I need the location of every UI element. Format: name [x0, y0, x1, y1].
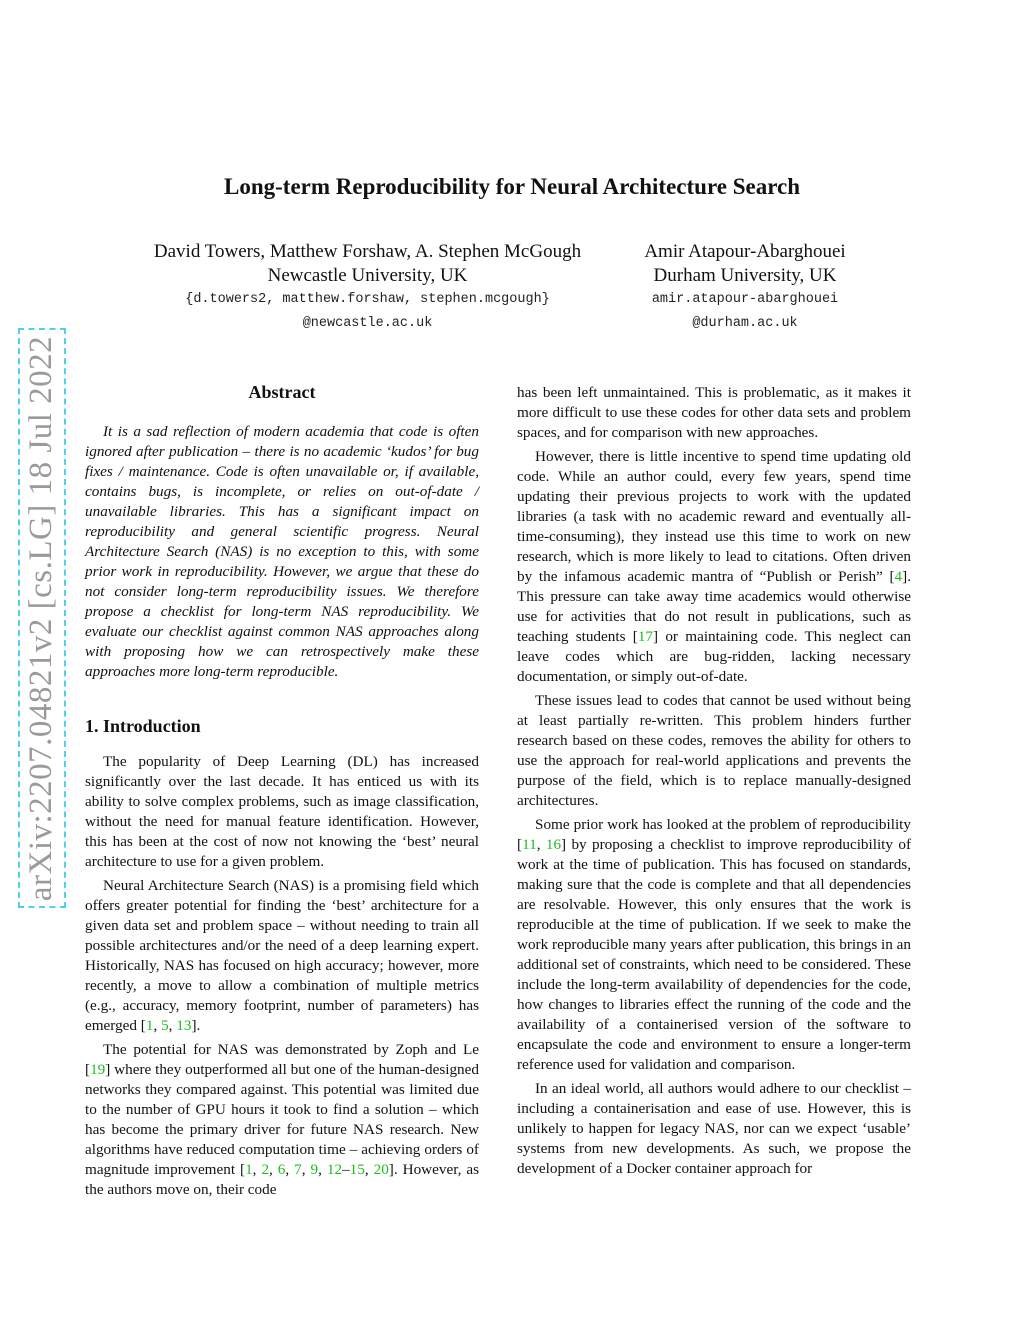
author-names: Amir Atapour-Abarghouei	[644, 241, 846, 262]
body-paragraph	[517, 383, 911, 443]
text-run: ]. However, as the authors move on, their code	[85, 1161, 480, 1198]
author-email-domain: @newcastle.ac.uk	[302, 316, 433, 331]
author-email[interactable]: {d.towers2, matthew.forshaw, stephen.mcgough}	[185, 292, 550, 307]
body-paragraph	[517, 815, 911, 1075]
citation-link[interactable]: 11	[522, 836, 537, 853]
text-run: ,	[269, 1161, 278, 1178]
citation-link[interactable]: 20	[373, 1161, 389, 1178]
text-run: has been left unmaintained. This is problematic, as it makes it more difficult to use these codes for other data sets and problem spaces, and for comparison with new approaches.	[517, 384, 911, 441]
citation-link[interactable]: 4	[894, 568, 903, 585]
left-body	[85, 752, 479, 1200]
text-run: However, there is little incentive to spend time updating old code. While an author could, every few years, spend time updating their previous projects to work with the updated libraries (a task with no academic reward and eventually all-time-consuming), they instead use this time to work on new research, which is more likely to lead to citations. Often driven by the infamous academic mantra of “Publish or Perish” [	[517, 448, 911, 585]
text-run: ,	[285, 1161, 295, 1178]
text-run: ].	[191, 1017, 201, 1034]
paper-title: Long-term Reproducibility for Neural Architecture Search	[224, 174, 800, 199]
body-paragraph	[85, 752, 479, 872]
citation-link[interactable]: 7	[294, 1161, 302, 1178]
text-run: Some prior work has looked at the problem of reproducibility [	[517, 816, 911, 853]
body-paragraph	[517, 691, 911, 811]
citation-link[interactable]: 12	[326, 1161, 343, 1178]
text-run: ] by proposing a checklist to improve reproducibility of work at the time of publication. This has focused on standards, making sure that the code is complete and that all dependencies are resolvable. However, this only ensures that the work is reproducible at the time of publication. If we seek to make the work reproducible many years after publication, this brings in an additional set of constraints, which need to be considered. These include the long-term availability of dependencies for the code, how changes to libraries effect the running of the code and the availability of a containerised version of the software to encapsulate the code and environment to ensure a longer-term reference used for validation and comparison.	[517, 836, 911, 1073]
citation-link[interactable]: 9	[310, 1161, 319, 1178]
body-paragraph	[517, 1079, 911, 1179]
citation-link[interactable]: 5	[161, 1017, 169, 1034]
author-email-domain: @durham.ac.uk	[692, 316, 798, 331]
text-run: ] where they outperformed all but one of the human-designed networks they compared against. This potential was limited due to the number of GPU hours it took to find a solution – which has become the primary driver for future NAS research. New algorithms have reduced computation time – achieving orders of magnitude improvement [	[85, 1061, 479, 1178]
arxiv-stamp	[18, 328, 66, 908]
citation-link[interactable]: 1	[245, 1161, 253, 1178]
text-run: ,	[318, 1161, 327, 1178]
citation-link[interactable]: 1	[145, 1017, 154, 1034]
abstract-heading: Abstract	[248, 382, 316, 402]
text-run: The popularity of Deep Learning (DL) has increased significantly over the last decade. It has enticed us with its ability to solve complex problems, such as image classification, without the need for manual feature identification. However, this has been at the cost of now not knowing the ‘best’ neural architecture to use for a given problem.	[85, 753, 479, 870]
body-paragraph	[85, 876, 479, 1036]
author-block-newcastle	[140, 240, 595, 336]
citation-link[interactable]: 16	[545, 836, 562, 853]
body-paragraph	[85, 1040, 479, 1200]
text-run: In an ideal world, all authors would adhere to our checklist – including a containerisation and ease of use. However, this is unlikely to happen for legacy NAS, nor can we expect ‘usable’ systems from new developments. As such, we propose the development of a Docker container approach for	[517, 1080, 911, 1177]
citation-link[interactable]: 6	[277, 1161, 286, 1178]
arxiv-stamp-text: arXiv:2207.04821v2 [cs.LG] 18 Jul 2022	[23, 335, 60, 901]
section-heading-introduction: 1. Introduction	[85, 716, 201, 736]
citation-link[interactable]: 15	[349, 1161, 365, 1178]
body-paragraph	[517, 447, 911, 687]
text-run: ]. This pressure can take away time academics would otherwise use for activities that do not result in publications, such as teaching students [	[517, 568, 911, 645]
text-run: ,	[168, 1017, 177, 1034]
text-run: ] or maintaining code. This neglect can leave codes which are bug-ridden, lacking necessary documentation, or simply out-of-date.	[517, 628, 911, 685]
citation-link[interactable]: 13	[176, 1017, 192, 1034]
text-run: ,	[364, 1161, 374, 1178]
left-column	[85, 382, 479, 1204]
citation-link[interactable]: 17	[637, 628, 654, 645]
text-run: These issues lead to codes that cannot be used without being at least partially re-written. This problem hinders further research based on these codes, removes the ability for others to use the approach for real-world applications and prevents the purpose of the field, which is to replace manually-designed architectures.	[517, 692, 911, 809]
citation-link[interactable]: 2	[261, 1161, 270, 1178]
author-affiliation: Durham University, UK	[653, 265, 837, 286]
text-run: The potential for NAS was demonstrated by Zoph and Le [	[85, 1041, 479, 1078]
text-run: ,	[153, 1017, 162, 1034]
author-email[interactable]: amir.atapour-abarghouei	[651, 292, 839, 307]
text-run: ,	[301, 1161, 311, 1178]
text-run: Neural Architecture Search (NAS) is a promising field which offers greater potential for finding the ‘best’ architecture for a given data set and problem space – without needing to train all possible architectures and/or the need of a deep learning expert. Historically, NAS has focused on high accuracy; however, more recently, a move to allow a combination of multiple metrics (e.g., accuracy, memory footprint, number of parameters) has emerged [	[85, 877, 479, 1034]
author-block-durham	[630, 240, 860, 336]
abstract-text: It is a sad reflection of modern academia that code is often ignored after publication – there is no academic ‘kudos’ for bug fixes / maintenance. Code is often unavailable or, if available, contains bugs, is incomplete, or relies on out-of-date / unavailable libraries. This has a significant impact on reproducibility and general scientific progress. Neural Architecture Search (NAS) is no exception to this, with some prior work in reproducibility. However, we argue that these do not consider long-term reproducibility issues. We therefore propose a checklist for long-term NAS reproducibility. We evaluate our checklist against common NAS approaches along with proposing how we can retrospectively make these approaches more long-term reproducible.	[85, 423, 479, 680]
right-column	[517, 383, 911, 1183]
author-affiliation: Newcastle University, UK	[267, 265, 468, 286]
citation-link[interactable]: 19	[90, 1061, 106, 1078]
text-run: –	[342, 1161, 350, 1178]
author-names: David Towers, Matthew Forshaw, A. Stephen McGough	[153, 241, 582, 262]
text-run: ,	[536, 836, 546, 853]
text-run: ,	[252, 1161, 262, 1178]
